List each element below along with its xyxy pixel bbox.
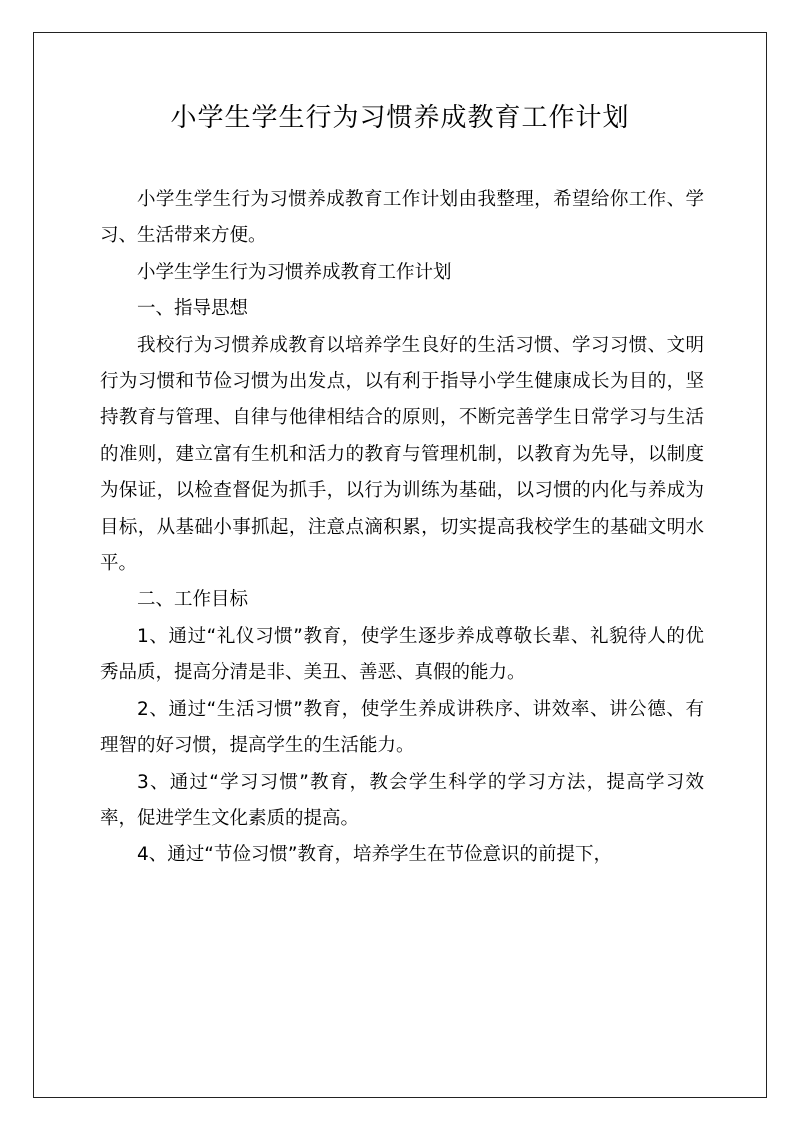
document-body — [100, 182, 704, 874]
guiding-ideology-paragraph: 我校行为习惯养成教育以培养学生良好的生活习惯、学习习惯、文明行为习惯和节俭习惯为出发点，以有利于指导小学生健康成长为目的，坚持教育与管理、自律与他律相结合的原则，不断完善学生日常学习与生活的准则，建立富有生机和活力的教育与管理机制，以教育为先导，以制度为保证，以检查督促为抓手，以行为训练为基础，以习惯的内化与养成为目标，从基础小事抓起，注意点滴积累，切实提高我校学生的基础文明水平。 — [100, 334, 704, 575]
subtitle-paragraph: 小学生学生行为习惯养成教育工作计划 — [137, 261, 452, 283]
goal-item-1: 1、通过“礼仪习惯”教育，使学生逐步养成尊敬长辈、礼貌待人的优秀品质，提高分清是非、美丑、善恶、真假的能力。 — [100, 625, 704, 684]
document-title: 小学生学生行为习惯养成教育工作计划 — [170, 103, 630, 133]
section-heading-work-goals: 二、工作目标 — [137, 589, 249, 611]
section-heading-guiding-ideology: 一、指导思想 — [137, 298, 249, 320]
goal-item-2: 2、通过“生活习惯”教育，使学生养成讲秩序、讲效率、讲公德、有理智的好习惯，提高学生的生活能力。 — [100, 698, 704, 757]
goal-item-3: 3、通过“学习习惯”教育，教会学生科学的学习方法，提高学习效率，促进学生文化素质的提高。 — [100, 771, 704, 829]
goal-item-4: 4、通过“节俭习惯”教育，培养学生在节俭意识的前提下， — [137, 844, 612, 866]
intro-paragraph: 小学生学生行为习惯养成教育工作计划由我整理，希望给你工作、学习、生活带来方便。 — [100, 189, 704, 247]
